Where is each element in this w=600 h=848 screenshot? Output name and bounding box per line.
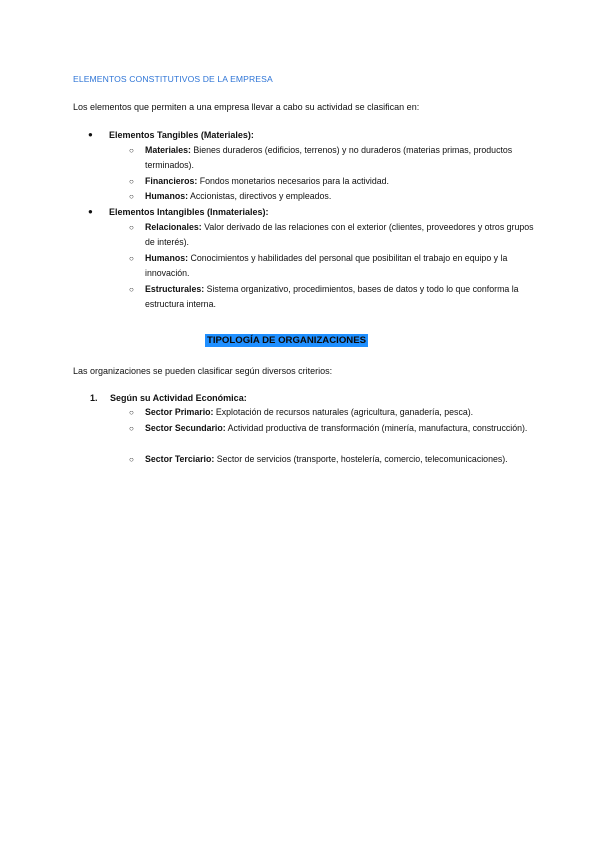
bullet-icon: ○ xyxy=(129,254,134,263)
list-item xyxy=(129,421,539,436)
item-lead: Sector Terciario: xyxy=(145,454,215,464)
list-item xyxy=(129,189,539,204)
item-text: Fondos monetarios necesarios para la actividad. xyxy=(197,176,389,186)
item-lead: Humanos: xyxy=(145,191,189,201)
item-lead: Sector Secundario: xyxy=(145,423,226,433)
item-lead: Relacionales: xyxy=(145,222,202,232)
item-text: Accionistas, directivos y empleados. xyxy=(188,191,332,201)
bullet-icon: ● xyxy=(88,207,93,216)
item-text: Bienes duraderos (edificios, terrenos) y no duraderos (materias primas, productos terminados). xyxy=(145,145,513,171)
item-number: 1. xyxy=(90,393,98,403)
bullet-icon: ○ xyxy=(129,455,134,464)
item-text: Sector de servicios (transporte, hostelería, comercio, telecomunicaciones). xyxy=(214,454,508,464)
section-intro: Los elementos que permiten a una empresa llevar a cabo su actividad se clasifican en: xyxy=(73,102,420,112)
item-text: Conocimientos y habilidades del personal que posibilitan el trabajo en equipo y la innovación. xyxy=(145,253,508,279)
item-lead: Sector Primario: xyxy=(145,407,214,417)
highlighted-heading: TIPOLOGÍA DE ORGANIZACIONES xyxy=(207,335,367,346)
bullet-icon: ○ xyxy=(129,408,134,417)
bullet-icon: ● xyxy=(88,130,93,139)
item-lead: Estructurales: xyxy=(145,284,205,294)
list-item xyxy=(129,282,539,313)
criterion-label: Según su Actividad Económica: xyxy=(110,393,247,403)
item-lead: Materiales: xyxy=(145,145,191,155)
list-item xyxy=(129,452,539,467)
bullet-icon: ○ xyxy=(129,223,134,232)
section-intro: Las organizaciones se pueden clasificar según diversos criterios: xyxy=(73,366,333,376)
item-text: Sistema organizativo, procedimientos, bases de datos y todo lo que conforma la estructura interna. xyxy=(145,284,519,310)
item-lead: Financieros: xyxy=(145,176,198,186)
group-label: Elementos Intangibles (Inmateriales): xyxy=(109,207,269,217)
item-lead: Humanos: xyxy=(145,253,189,263)
list-item xyxy=(129,405,539,420)
item-text: Valor derivado de las relaciones con el exterior (clientes, proveedores y otros grupos de interés). xyxy=(145,222,534,248)
bullet-icon: ○ xyxy=(129,424,134,433)
bullet-icon: ○ xyxy=(129,177,134,186)
list-item xyxy=(129,220,539,251)
section-title: ELEMENTOS CONSTITUTIVOS DE LA EMPRESA xyxy=(73,74,273,84)
bullet-icon: ○ xyxy=(129,146,134,155)
list-item xyxy=(129,174,539,189)
list-item xyxy=(129,143,539,174)
bullet-icon: ○ xyxy=(129,285,134,294)
group-label: Elementos Tangibles (Materiales): xyxy=(109,130,254,140)
bullet-icon: ○ xyxy=(129,192,134,201)
list-item xyxy=(129,251,539,282)
item-text: Actividad productiva de transformación (minería, manufactura, construcción). xyxy=(225,423,528,433)
item-text: Explotación de recursos naturales (agricultura, ganadería, pesca). xyxy=(213,407,474,417)
